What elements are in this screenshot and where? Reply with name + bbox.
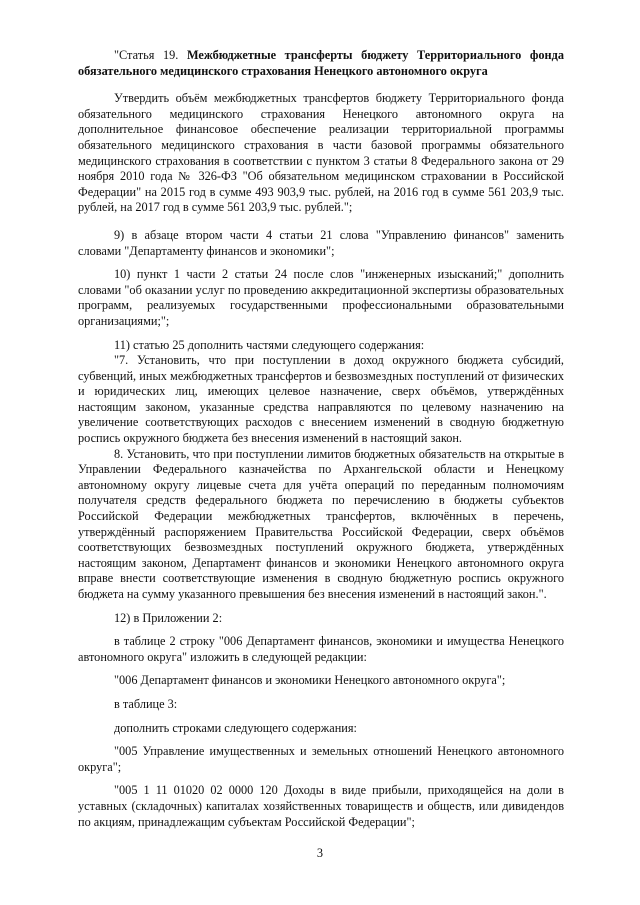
page-number: 3: [316, 846, 324, 860]
article-prefix: "Статья 19.: [114, 48, 187, 62]
paragraph-row-006: "006 Департамент финансов и экономики Ненецкого автономного округа";: [114, 673, 506, 688]
paragraph-part-7: "7. Установить, что при поступлении в доход окружного бюджета субсидий, субвенций, иных межбюджетных трансфертов и безвозмездных поступлений от физических и юридических лиц, имеющих целевое назначение, сверх объёмов, утверждённых настоящим законом, указанные средства направляются по целевому назначению на увеличение соответствующих расходов с внесением изменений в сводную бюджетную роспись окружного бюджета без внесения изменений в настоящий закон.: [78, 353, 564, 446]
paragraph-item-9: 9) в абзаце втором части 4 статьи 21 слова "Управлению финансов" заменить словами "Департаменту финансов и экономики";: [78, 227, 564, 258]
paragraph-row-005-income: "005 1 11 01020 02 0000 120 Доходы в виде прибыли, приходящейся на доли в уставных (складочных) капиталах хозяйственных товариществ и обществ, или дивидендов по акциям, принадлежащим субъектам Российской Федерации";: [78, 783, 564, 829]
paragraph-table-3: в таблице 3:: [114, 696, 178, 711]
paragraph-item-11: 11) статью 25 дополнить частями следующего содержания:: [114, 337, 425, 352]
paragraph-item-10: 10) пункт 1 части 2 статьи 24 после слов "инженерных изысканий;" дополнить словами "об оказании услуг по проведению аккредитационной экспертизы образовательных программ, реализуемых государственными профессиональными образовательными организациями;";: [78, 267, 564, 328]
paragraph-item-12: 12) в Приложении 2:: [114, 610, 223, 625]
article-heading: Межбюджетные трансферты бюджету Территориального фонда обязательного медицинского страхования Ненецкого автономного округа: [78, 48, 564, 78]
paragraph-appropriation: Утвердить объём межбюджетных трансфертов бюджету Территориального фонда обязательного медицинского страхования Ненецкого автономного округа на дополнительное финансовое обеспечение реализации территориальной программы обязательного медицинского страхования в части базовой программы обязательного медицинского страхования в соответствии с пунктом 3 статьи 8 Федерального закона от 29 ноября 2010 года № 326-ФЗ "Об обязательном медицинском страховании в Российской Федерации" на 2015 год в сумме 493 903,9 тыс. рублей, на 2016 год в сумме 561 203,9 тыс. рублей, на 2017 год в сумме 561 203,9 тыс. рублей.";: [78, 91, 564, 215]
document-page: [78, 48, 564, 830]
paragraph-table-2: в таблице 2 строку "006 Департамент финансов, экономики и имущества Ненецкого автономного округа" изложить в следующей редакции:: [78, 634, 564, 664]
paragraph-add-rows: дополнить строками следующего содержания:: [114, 720, 357, 735]
paragraph-row-005: "005 Управление имущественных и земельных отношений Ненецкого автономного округа";: [78, 744, 564, 774]
paragraph-part-8: 8. Установить, что при поступлении лимитов бюджетных обязательств на открытые в Управлении Федерального казначейства по Архангельской области и Ненецкому автономному округу лицевые счета для учёта операций по переданным полномочиям получателя средств федерального бюджета по перечислению в бюджеты субъектов Российской Федерации межбюджетных трансфертов, включённых в перечень, утверждённый распоряжением Правительства Российской Федерации, сверх объёмов соответствующих безвозмездных поступлений окружного бюджета, утверждённых настоящим законом, Департамент финансов и экономики Ненецкого автономного округа вправе внести соответствующие изменения в сводную бюджетную роспись окружного бюджета на сумму указанного превышения без внесения изменений в настоящий закон.".: [78, 446, 564, 601]
article-title: [78, 48, 564, 79]
